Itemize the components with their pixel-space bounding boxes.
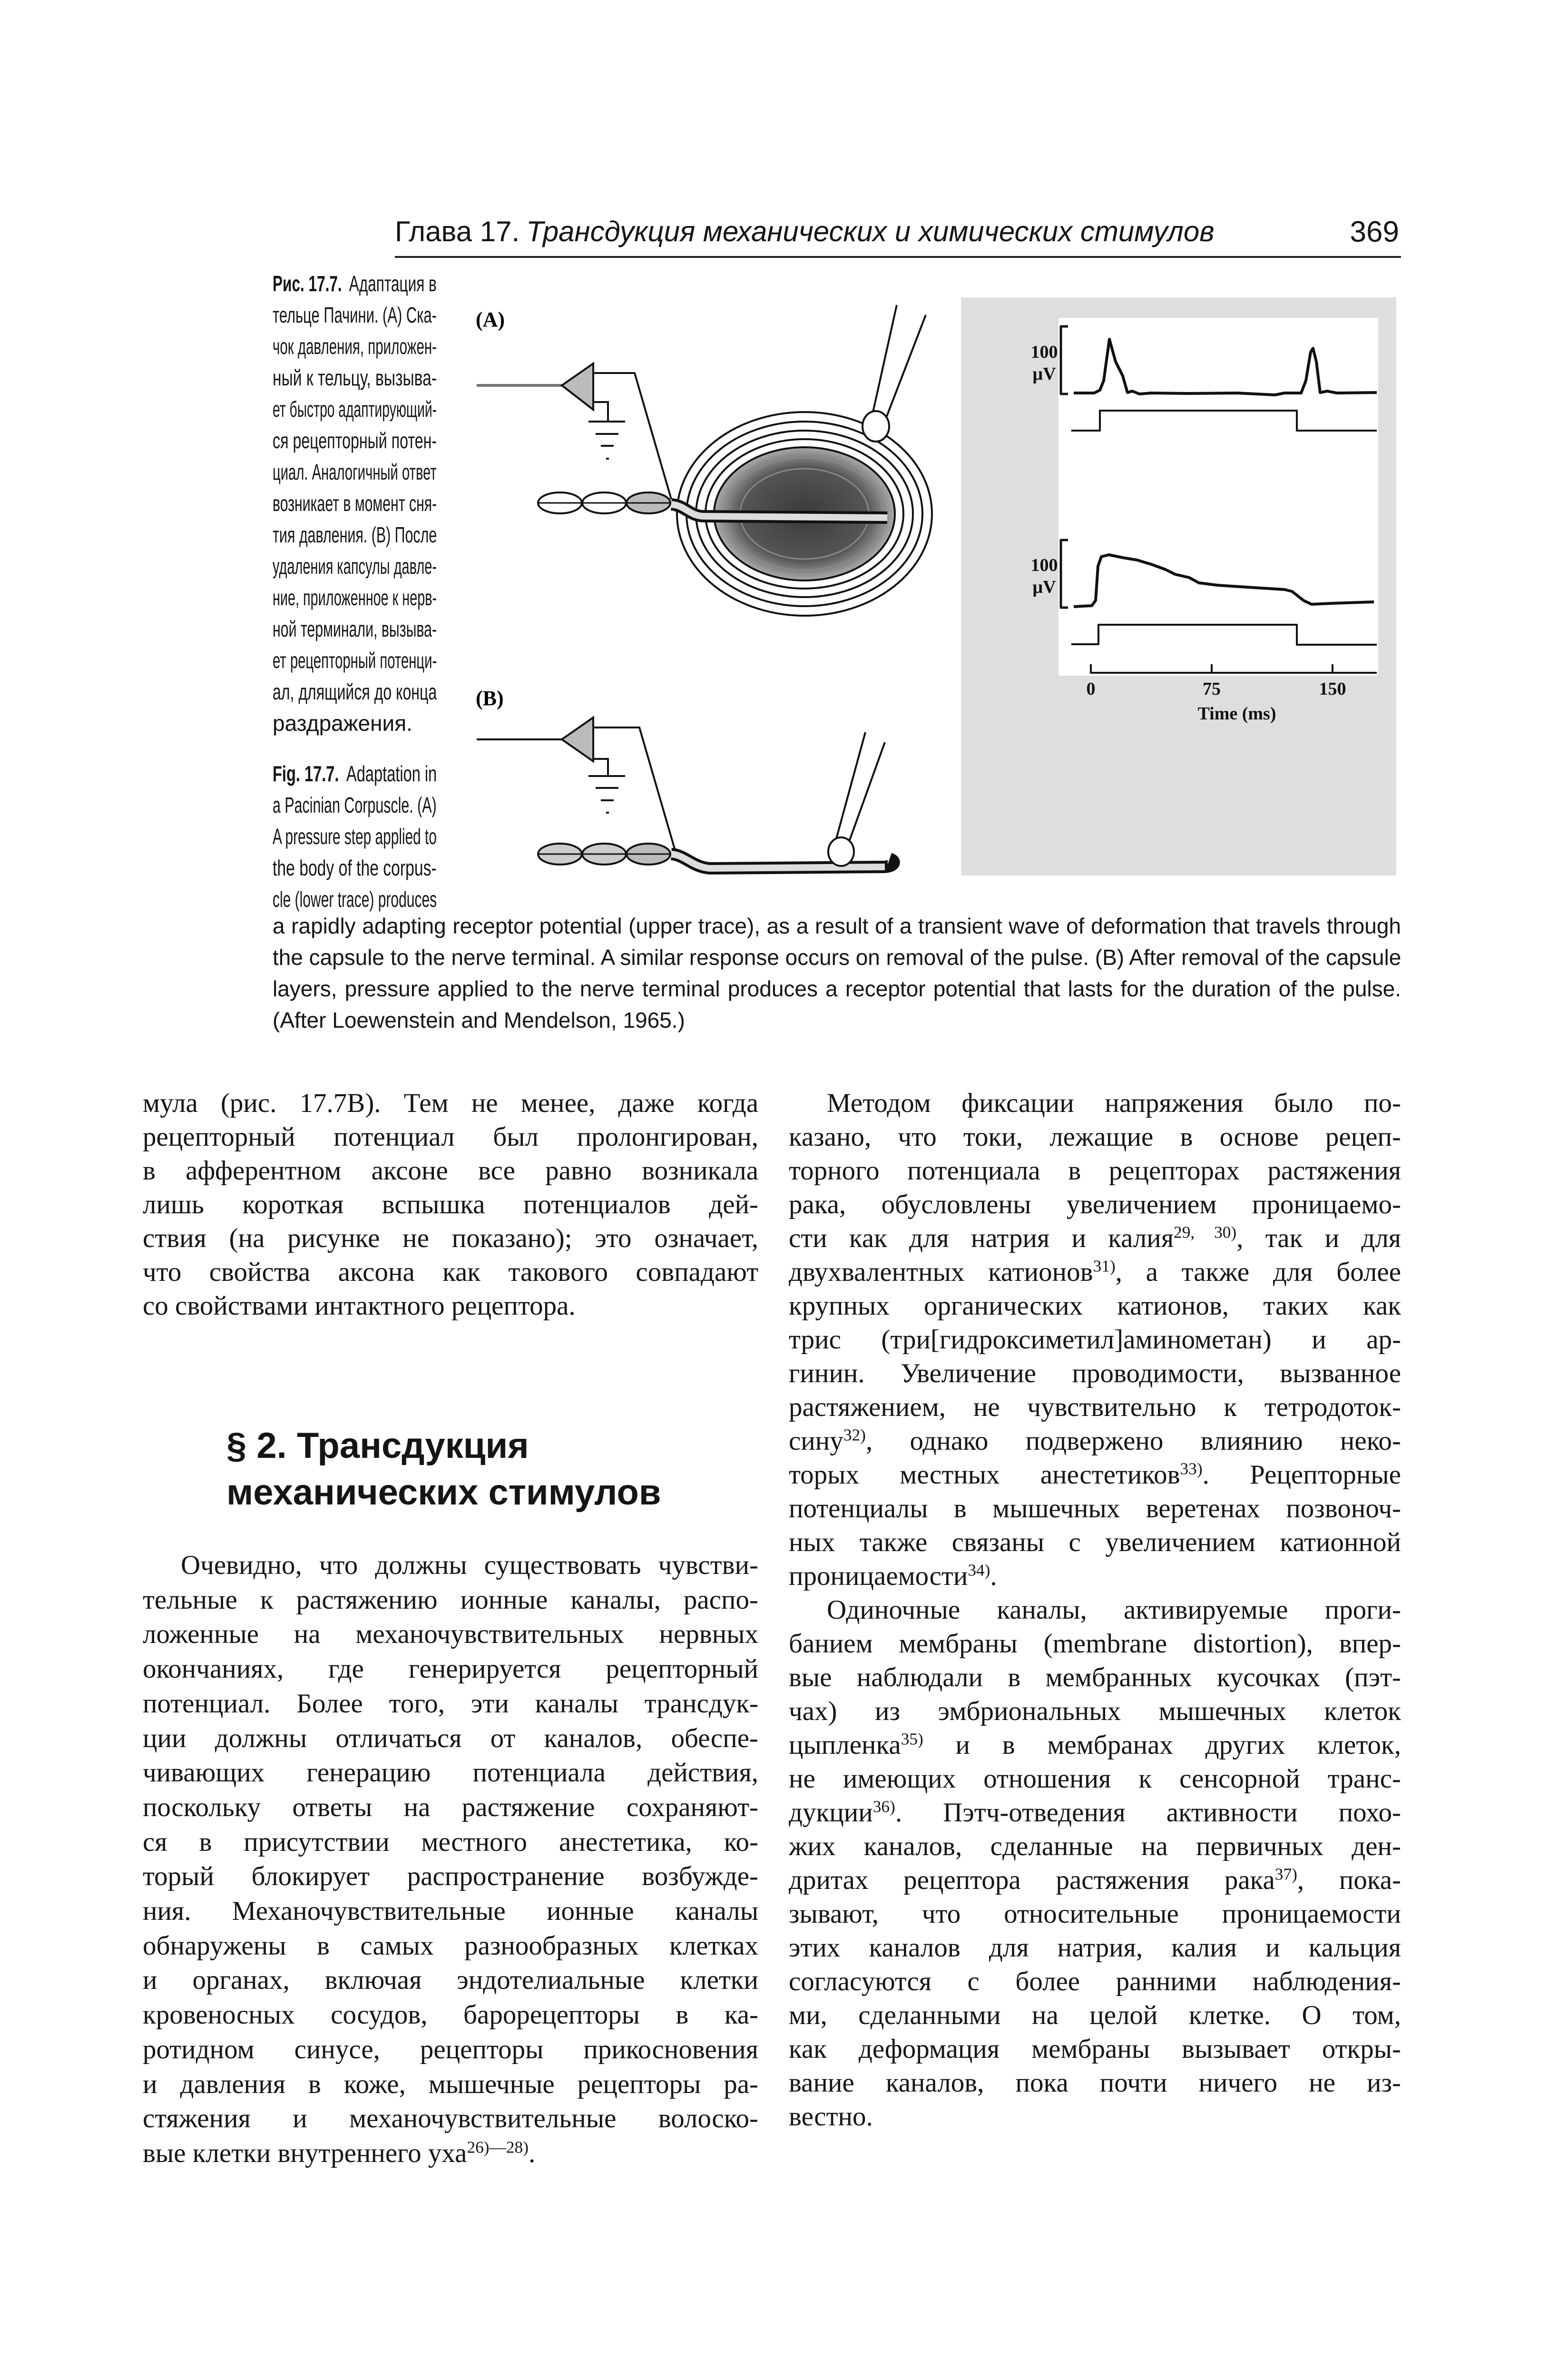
right-column-paragraph-1	[789, 1086, 1401, 1593]
scale-unit-b: µV	[1032, 577, 1056, 597]
text-line	[789, 1188, 1401, 1221]
line-text: ния. Механочувствительные ионные каналы	[143, 1896, 758, 1927]
text-line	[273, 551, 437, 582]
footnote-ref: 29, 30)	[1174, 1223, 1237, 1242]
line-text: ных также связаны с увеличением катионной	[789, 1527, 1401, 1557]
line-text: a Pacinian Corpuscle. (A)	[273, 793, 437, 817]
line-text: торного потенциала в рецепторах растяжения	[789, 1156, 1401, 1186]
line-text: торых местных анестетиков	[789, 1460, 1180, 1490]
footnote-ref: 34)	[968, 1561, 990, 1580]
text-line	[143, 1963, 758, 1998]
text-line	[273, 821, 437, 852]
line-text: потенциалы в мышечных веретенах позвоноч-	[789, 1494, 1401, 1524]
text-line	[273, 645, 437, 676]
line-text: стяжения и механочувствительные волоско-	[143, 2104, 758, 2134]
line-text: ми, сделанными на целой клетке. О том,	[789, 2000, 1401, 2030]
line-text: A pressure step applied to	[273, 824, 437, 849]
line-text: обнаружены в самых разнообразных клетках	[143, 1930, 758, 1961]
line-text: .	[528, 2138, 536, 2168]
x-tick-label: 0	[1086, 679, 1096, 699]
text-line	[789, 1390, 1401, 1424]
line-text: ложенные на механочувствительных нервных	[143, 1619, 758, 1650]
line-text: вые клетки внутреннего уха	[143, 2138, 467, 2168]
line-text: циал. Аналогичный ответ	[273, 460, 437, 484]
line-text: в афферентном аксоне все равно возникала	[143, 1156, 758, 1186]
line-text: рака, обусловлены увеличением проницаемо-	[789, 1190, 1401, 1219]
text-line	[143, 1289, 758, 1323]
pressure-probe-b	[828, 732, 885, 866]
text-line	[789, 1357, 1401, 1390]
line-text: вые наблюдали в мембранных кусочках (пэт-	[789, 1662, 1401, 1692]
line-text: раздражения.	[273, 711, 412, 736]
text-line	[789, 2100, 1401, 2133]
scale-value-a: 100	[1030, 342, 1058, 362]
line-text: вание каналов, пока почти ничего не из-	[789, 2068, 1401, 2098]
text-line	[273, 456, 437, 488]
line-text: Очевидно, что должны существовать чувстви-	[181, 1550, 758, 1580]
text-line	[789, 1086, 1401, 1120]
line-text: Адаптация в	[349, 271, 437, 296]
line-text: казано, что токи, лежащие в основе рецеп-	[789, 1122, 1401, 1152]
scale-value-b: 100	[1030, 555, 1058, 575]
figure-17-7	[0, 0, 1568, 904]
text-line	[789, 1289, 1401, 1323]
line-text: кровеносных сосудов, барорецепторы в ка-	[143, 2000, 758, 2030]
line-text: жих каналов, сделанные на первичных ден-	[789, 1831, 1401, 1861]
line-text: , а также для более	[1115, 1257, 1401, 1287]
text-line	[789, 1458, 1401, 1492]
text-line	[143, 1583, 758, 1618]
line-text: the body of the corpus-	[273, 855, 437, 880]
line-text: the capsule to the nerve terminal. A similar response occurs on removal of the pulse. (B) After removal of the capsule	[273, 945, 1401, 970]
line-text: ротидном синусе, рецепторы прикосновения	[143, 2034, 758, 2064]
scale-unit-a: µV	[1032, 364, 1056, 384]
text-line	[273, 789, 437, 821]
line-text: лишь короткая вспышка потенциалов дей-	[143, 1190, 758, 1219]
line-text: вестно.	[789, 2102, 873, 2132]
text-line	[273, 758, 437, 789]
chapter-title: Трансдукция механических и химических стимулов	[526, 216, 1215, 247]
text-line	[789, 1863, 1401, 1897]
left-column-paragraph-1	[143, 1086, 758, 1323]
text-line	[789, 1762, 1401, 1796]
figure-caption-en	[273, 758, 437, 915]
line-text: окончаниях, где генерируется рецепторный	[143, 1654, 758, 1684]
text-line	[143, 1929, 758, 1964]
text-line	[789, 1897, 1401, 1931]
left-column-paragraph-2	[143, 1548, 758, 2171]
text-line	[273, 299, 437, 331]
text-line	[789, 1829, 1401, 1863]
text-line	[789, 1661, 1401, 1694]
text-line	[143, 1652, 758, 1687]
line-text: ет быстро адаптирующий-	[273, 397, 437, 422]
text-line	[143, 1894, 758, 1929]
line-text: и в мембранах других клеток,	[923, 1730, 1401, 1760]
text-line	[143, 1721, 758, 1756]
line-text: дукции	[789, 1798, 873, 1828]
text-line	[789, 1998, 1401, 2032]
line-text: дритах рецептора растяжения рака	[789, 1865, 1275, 1895]
line-text: ал, длящийся до конца	[273, 679, 437, 704]
x-tick-label: 75	[1203, 679, 1221, 699]
text-line	[143, 2136, 758, 2171]
line-text: ной терминали, вызыва-	[273, 617, 437, 641]
line-text: сти как для натрия и калия	[789, 1223, 1174, 1253]
text-line	[143, 1188, 758, 1221]
text-line	[273, 393, 437, 425]
text-line	[789, 1965, 1401, 1998]
line-text: ствия (на рисунке не показано); это означает,	[143, 1223, 758, 1253]
line-text: этих каналов для натрия, калия и кальция	[789, 1933, 1401, 1963]
text-line	[789, 1694, 1401, 1728]
line-text: . Рецепторные	[1202, 1460, 1401, 1490]
line-text: Одиночные каналы, активируемые проги-	[827, 1595, 1401, 1625]
text-line	[273, 942, 1401, 973]
text-line	[273, 268, 437, 299]
figure-caption-en-continued	[273, 910, 1401, 1036]
line-text: тельце Пачини. (А) Ска-	[273, 303, 437, 327]
recording-amplifier-b	[477, 718, 676, 854]
line-text: что свойства аксона как такового совпадают	[143, 1257, 758, 1287]
text-line	[789, 1796, 1401, 1829]
line-text: удаления капсулы давле-	[273, 554, 437, 579]
text-line	[789, 1627, 1401, 1661]
text-line	[143, 1687, 758, 1721]
line-text: зывают, что относительные проницаемости	[789, 1899, 1401, 1929]
line-text: как деформация мембраны вызывает откры-	[789, 2034, 1401, 2064]
text-line	[273, 425, 437, 456]
line-text: a rapidly adapting receptor potential (upper trace), as a result of a transient wave of deformation that travels through	[273, 914, 1401, 938]
text-line	[143, 1859, 758, 1894]
text-line	[789, 1424, 1401, 1458]
line-text: тельные к растяжению ионные каналы, распо-	[143, 1584, 758, 1615]
text-line	[273, 708, 437, 739]
line-text: торый блокирует распространение возбужде-	[143, 1861, 758, 1892]
text-line	[143, 2067, 758, 2102]
text-line	[789, 1154, 1401, 1188]
footnote-ref: 36)	[872, 1797, 895, 1816]
line-text: cle (lower trace) produces	[273, 887, 437, 912]
panel-label-a: (A)	[476, 308, 505, 331]
line-text: согласуются с более ранними наблюдения-	[789, 1966, 1401, 1996]
line-text: и давления в коже, мышечные рецепторы ра-	[143, 2069, 758, 2099]
line-text: крупных органических катионов, таких как	[789, 1291, 1401, 1321]
text-line	[789, 1323, 1401, 1357]
line-text: трис (три[гидроксиметил]аминометан) и ар-	[789, 1325, 1401, 1355]
line-text: , так и для	[1236, 1223, 1401, 1253]
line-text: .	[990, 1561, 997, 1591]
line-text: гинин. Увеличение проводимости, вызванное	[789, 1358, 1401, 1388]
line-text: ние, приложенное к нерв-	[273, 585, 437, 610]
line-text: , пока-	[1297, 1865, 1401, 1895]
line-text: layers, pressure applied to the nerve terminal produces a receptor potential that lasts for the duration of the pulse.	[273, 976, 1401, 1001]
footnote-ref: 32)	[843, 1425, 866, 1445]
line-text: цыпленка	[789, 1730, 901, 1760]
figure-number: Рис. 17.7.	[273, 271, 342, 296]
page-number: 369	[1350, 216, 1399, 248]
footnote-ref: 33)	[1180, 1459, 1203, 1478]
section-heading-line: механических стимулов	[226, 1472, 661, 1513]
text-line	[143, 2102, 758, 2136]
text-line	[789, 1525, 1401, 1559]
figure-caption-ru	[273, 268, 437, 739]
footnote-ref: 26)—28)	[467, 2138, 529, 2157]
text-line	[789, 1255, 1401, 1289]
line-text: ся рецепторный потен-	[273, 428, 437, 453]
text-line	[273, 613, 437, 645]
text-line	[273, 582, 437, 613]
line-text: Методом фиксации напряжения было по-	[827, 1088, 1401, 1118]
section-heading	[226, 1423, 661, 1516]
text-line	[143, 1548, 758, 1583]
text-line	[789, 1593, 1401, 1627]
text-line	[789, 1559, 1401, 1593]
text-line	[273, 676, 437, 708]
text-line	[143, 1221, 758, 1255]
line-text: не имеющих отношения к сенсорной транс-	[789, 1764, 1401, 1794]
text-line	[273, 973, 1401, 1004]
text-line	[789, 1221, 1401, 1255]
text-line	[789, 1492, 1401, 1525]
text-line	[143, 1617, 758, 1652]
text-line	[789, 1931, 1401, 1965]
line-text: возникает в момент сня-	[273, 491, 437, 516]
text-line	[143, 2033, 758, 2067]
pressure-probe-a	[862, 305, 926, 442]
line-text: чах) из эмбриональных мышечных клеток	[789, 1696, 1401, 1726]
text-line	[273, 488, 437, 519]
right-column-paragraph-2	[789, 1593, 1401, 2133]
text-line	[273, 910, 1401, 942]
line-text: чок давления, приложен-	[273, 334, 437, 359]
footnote-ref: 37)	[1274, 1865, 1297, 1884]
line-text: Adaptation in	[346, 761, 437, 786]
panel-label-b: (B)	[476, 687, 504, 710]
text-line	[143, 1255, 758, 1289]
recording-amplifier-a	[477, 364, 671, 499]
text-line	[273, 852, 437, 884]
text-line	[273, 519, 437, 551]
line-text: тия давления. (В) После	[273, 522, 437, 547]
line-text: . Пэтч-отведения активности похо-	[895, 1798, 1401, 1828]
footnote-ref: 31)	[1093, 1257, 1116, 1276]
line-text: рецепторный потенциал был пролонгирован,	[143, 1122, 758, 1152]
text-line	[273, 1004, 1401, 1036]
line-text: со свойствами интактного рецептора.	[143, 1291, 576, 1321]
footnote-ref: 35)	[901, 1730, 923, 1749]
text-line	[143, 1086, 758, 1120]
line-text: ся в присутствии местного анестетика, ко-	[143, 1827, 758, 1857]
text-line	[789, 2032, 1401, 2066]
x-axis-label: Time (ms)	[1197, 704, 1276, 724]
text-line	[273, 331, 437, 362]
trace-panel-inner	[1058, 318, 1378, 676]
line-text: потенциал. Более того, эти каналы трансдук-	[143, 1688, 758, 1719]
line-text: проницаемости	[789, 1561, 968, 1591]
text-line	[789, 2066, 1401, 2100]
text-line	[143, 1825, 758, 1860]
line-text: (After Loewenstein and Mendelson, 1965.)	[273, 1008, 685, 1032]
line-text: банием мембраны (membrane distortion), впер-	[789, 1629, 1401, 1659]
line-text: поскольку ответы на растяжение сохраняют-	[143, 1792, 758, 1822]
text-line	[143, 1756, 758, 1790]
text-line	[143, 1120, 758, 1154]
line-text: и органах, включая эндотелиальные клетки	[143, 1965, 758, 1996]
figure-number: Fig. 17.7.	[273, 761, 339, 786]
line-text: двухвалентных катионов	[789, 1257, 1093, 1287]
line-text: растяжением, не чувствительно к тетродоток-	[789, 1392, 1401, 1422]
text-line	[143, 1790, 758, 1825]
x-tick-label: 150	[1319, 679, 1346, 699]
text-line	[143, 1998, 758, 2033]
line-text: сину	[789, 1426, 843, 1456]
section-heading-line: § 2. Трансдукция	[226, 1425, 529, 1466]
line-text: ный к тельцу, вызыва-	[273, 365, 437, 390]
text-line	[789, 1120, 1401, 1154]
text-line	[143, 1154, 758, 1188]
line-text: чивающих генерацию потенциала действия,	[143, 1758, 758, 1788]
text-line	[789, 1728, 1401, 1762]
line-text: ции должны отличаться от каналов, обеспе-	[143, 1723, 758, 1753]
line-text: мула (рис. 17.7В). Тем не менее, даже когда	[143, 1088, 758, 1118]
line-text: , однако подвержено влиянию неко-	[865, 1426, 1401, 1456]
text-line	[273, 362, 437, 393]
line-text: ет рецепторный потенци-	[273, 648, 437, 673]
chapter-number: Глава 17.	[395, 216, 520, 247]
